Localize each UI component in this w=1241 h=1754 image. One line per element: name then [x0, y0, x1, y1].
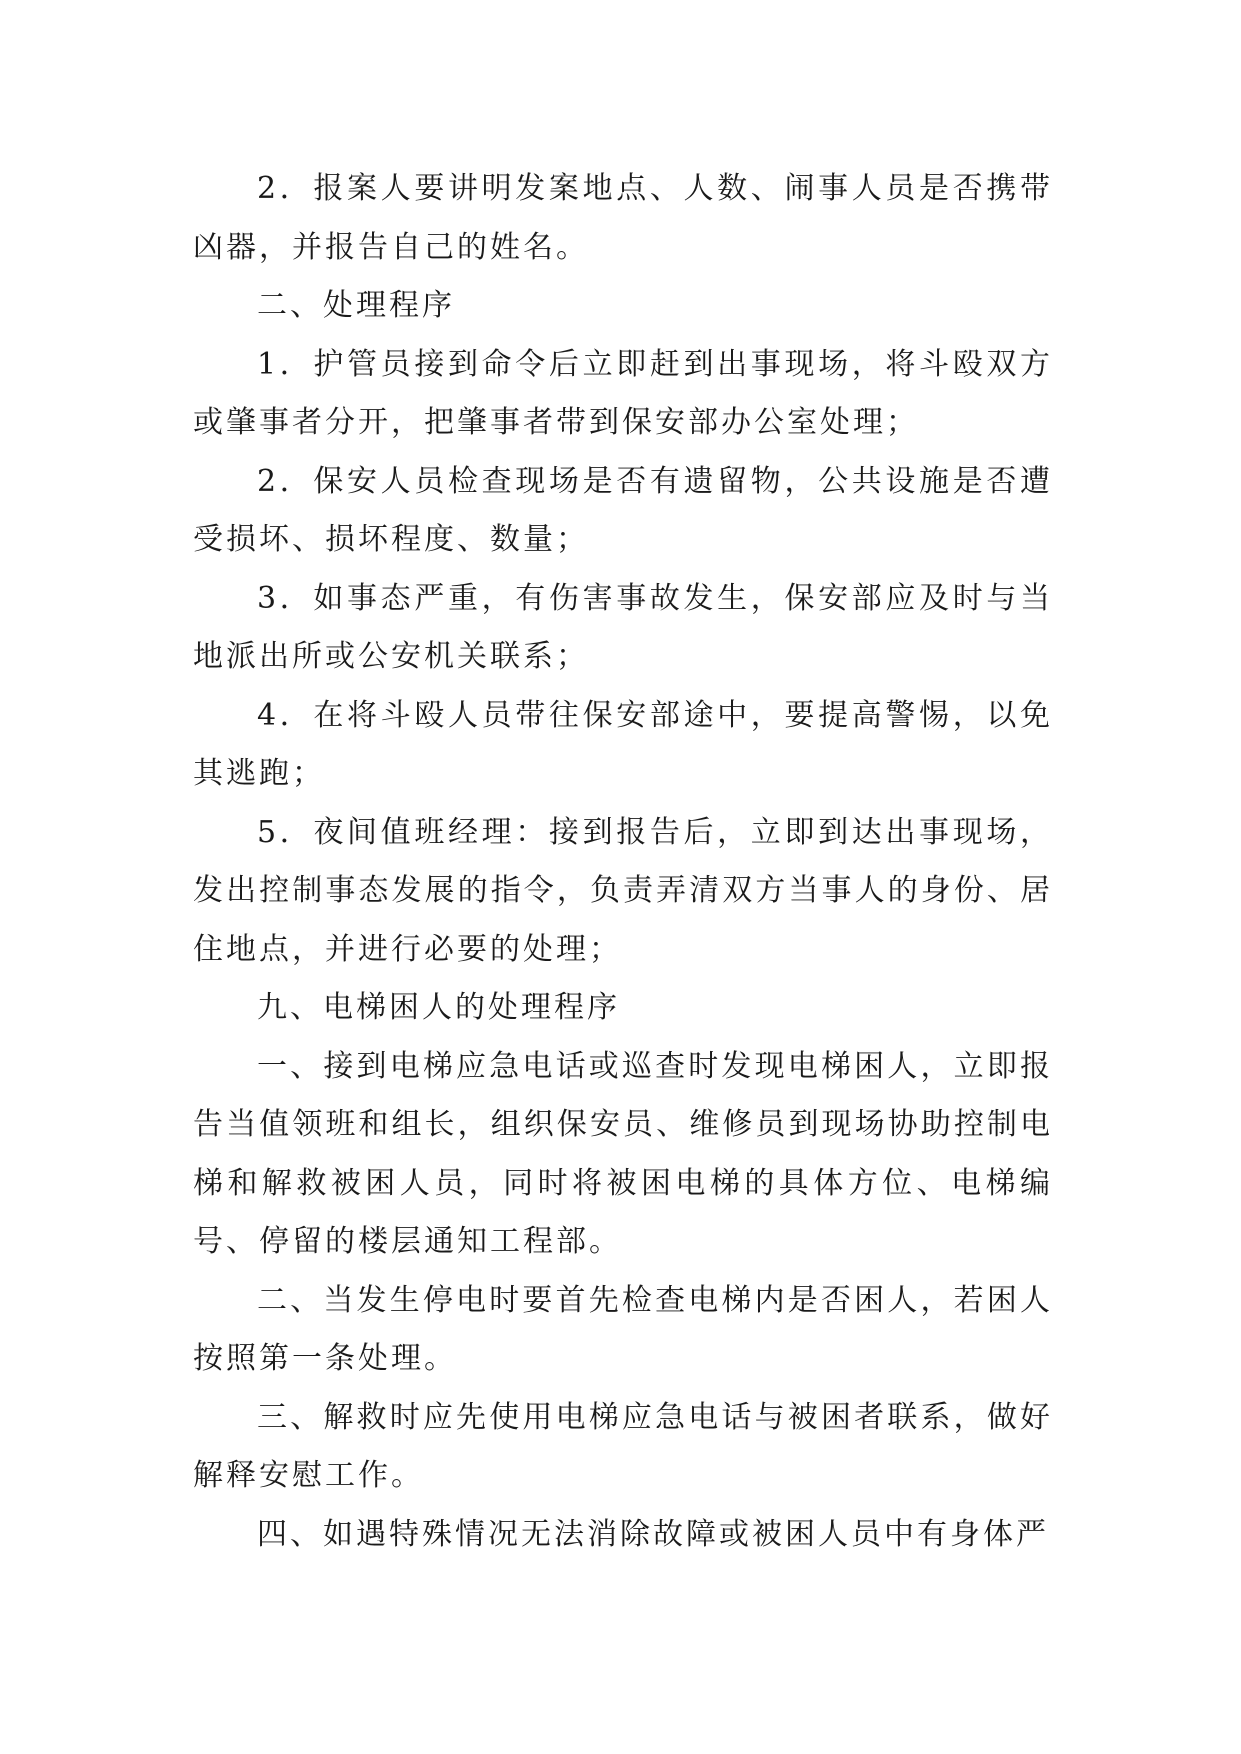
paragraph-elevator-3: 三、解救时应先使用电梯应急电话与被困者联系，做好解释安慰工作。	[193, 1399, 1053, 1493]
paragraph-report-details: 2．报案人要讲明发案地点、人数、闹事人员是否携带凶器，并报告自己的姓名。	[193, 171, 1053, 265]
paragraph-step-4: 4．在将斗殴人员带往保安部途中，要提高警惕，以免其逃跑；	[193, 697, 1053, 791]
paragraph-step-3: 3．如事态严重，有伤害事故发生，保安部应及时与当地派出所或公安机关联系；	[193, 580, 1053, 674]
section-heading-procedure: 二、处理程序	[257, 288, 455, 323]
paragraph-elevator-2: 二、当发生停电时要首先检查电梯内是否困人，若困人按照第一条处理。	[193, 1282, 1053, 1376]
paragraph-step-5: 5．夜间值班经理：接到报告后，立即到达出事现场，发出控制事态发展的指令，负责弄清双方当事人的身份、居住地点，并进行必要的处理；	[193, 814, 1053, 967]
paragraph-step-1: 1．护管员接到命令后立即赶到出事现场，将斗殴双方或肇事者分开，把肇事者带到保安部办公室处理；	[193, 346, 1053, 440]
document-body	[193, 160, 1053, 1564]
paragraph-step-2: 2．保安人员检查现场是否有遗留物，公共设施是否遭受损坏、损坏程度、数量；	[193, 463, 1053, 557]
paragraph-elevator-1: 一、接到电梯应急电话或巡查时发现电梯困人，立即报告当值领班和组长，组织保安员、维修员到现场协助控制电梯和解救被困人员，同时将被困电梯的具体方位、电梯编号、停留的楼层通知工程部。	[193, 1048, 1053, 1259]
paragraph-elevator-4: 四、如遇特殊情况无法消除故障或被困人员中有身体严	[257, 1516, 1049, 1552]
section-heading-elevator: 九、电梯困人的处理程序	[257, 990, 620, 1025]
